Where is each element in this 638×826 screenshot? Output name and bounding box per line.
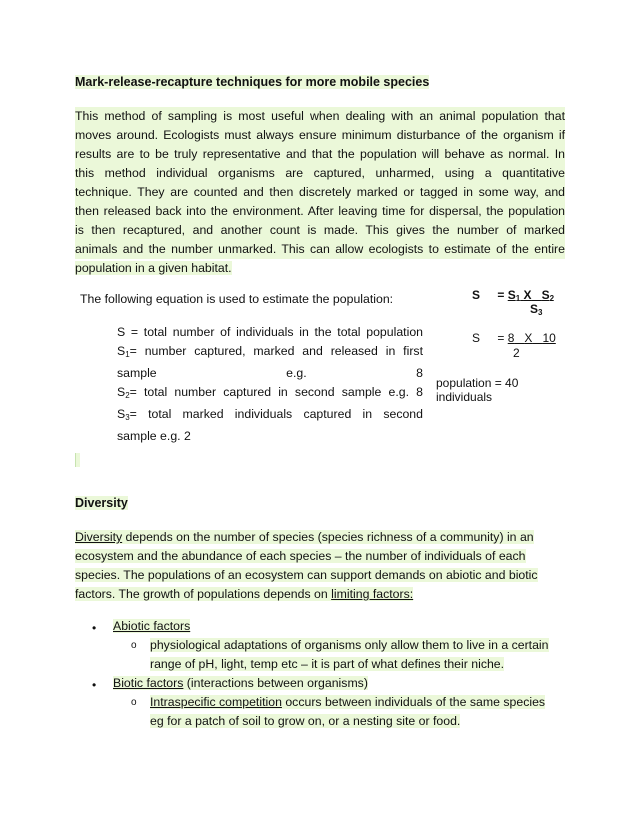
definition-s3-cont: sample e.g. 2 — [117, 429, 191, 443]
biotic-factors-label: Biotic factors — [113, 676, 184, 690]
bullet-icon: • — [92, 621, 97, 635]
example-equation: S = 8 X 10 — [472, 331, 556, 345]
formula-denominator: $S_3$ — [530, 302, 543, 317]
sub-bullet-icon: o — [131, 697, 137, 708]
paragraph-line: population in a given habitat. — [75, 261, 232, 275]
bullet-icon: • — [92, 678, 97, 692]
mark-release-paragraph — [75, 107, 565, 278]
highlight-mark — [75, 453, 80, 467]
biotic-detail: Intraspecific competition occurs between individuals of the same species eg for a patch of soil to grow on, or a nesting site or food. — [150, 695, 546, 728]
sub-bullet-icon: o — [131, 640, 137, 651]
paragraph-line: moves around. Ecologists must always ensure minimum disturbance of the organism if — [75, 126, 565, 145]
formula-numerator: $S_1$ X $S_2$ — [507, 288, 555, 303]
formula-lhs: S — [472, 288, 481, 302]
definition-s2: $S_2=$ total number captured in second sample e.g. 8 — [117, 385, 423, 400]
abiotic-factors-label: Abiotic factors — [113, 619, 191, 633]
paragraph-line: is then recaptured, and another count is made. This gives the number of marked — [75, 221, 565, 240]
abiotic-detail: physiological adaptations of organisms only allow them to live in a certain range of pH, light, temp etc – it is part of what defines their niche. — [150, 638, 549, 671]
paragraph-line: animals and the number unmarked. This can allow ecologists to estimate of the entire — [75, 240, 565, 259]
bullet-biotic: Biotic factors (interactions between organisms) — [113, 676, 368, 690]
definition-s3: $S_3=$ total marked individuals captured in second — [117, 407, 423, 422]
intraspecific-competition-term: Intraspecific competition — [150, 695, 282, 709]
heading-text: Diversity — [75, 496, 128, 510]
formula — [472, 288, 554, 303]
definitions — [117, 323, 423, 446]
paragraph-line: then released back into the environment. After leaving time for dispersal, the population — [75, 202, 565, 221]
definition-total: S = total number of individuals in the total population — [117, 325, 423, 339]
example-result: population = 40 individuals — [436, 376, 519, 404]
example-denominator: 2 — [513, 346, 520, 360]
limiting-factors-link: limiting factors: — [331, 587, 414, 601]
example-numerator: 8 X 10 — [507, 331, 556, 345]
definition-s1: $S_1=$ number captured, marked and released in first — [117, 344, 423, 359]
formula-eq: = — [497, 288, 505, 302]
section-heading-diversity — [75, 496, 128, 510]
diversity-paragraph: Diversity depends on the number of species (species richness of a community) in an ecosystem and the abundance of each species – the number of individuals of each species. The populations of an ecosystem can support demands on abiotic and biotic factors. The growth of populations depends on limiting factors: — [75, 530, 538, 601]
paragraph-line: technique. They are counted and then discretely marked or tagged in some way, and — [75, 183, 565, 202]
bullet-abiotic — [113, 617, 190, 636]
definition-s1-cont: sample e.g. 8 — [117, 366, 423, 380]
paragraph-line: This method of sampling is most useful when dealing with an animal population that — [75, 107, 565, 126]
paragraph-line: this method individual organisms are captured, unharmed, using a quantitative — [75, 164, 565, 183]
section-heading-mark-release — [75, 75, 429, 89]
diversity-term: Diversity — [75, 530, 123, 544]
paragraph-line: results are to be truly representative and that the population will behave as normal. In — [75, 145, 565, 164]
heading-text: Mark-release-recapture techniques for more mobile species — [75, 75, 430, 89]
equation-intro: The following equation is used to estimate the population: — [80, 292, 394, 306]
